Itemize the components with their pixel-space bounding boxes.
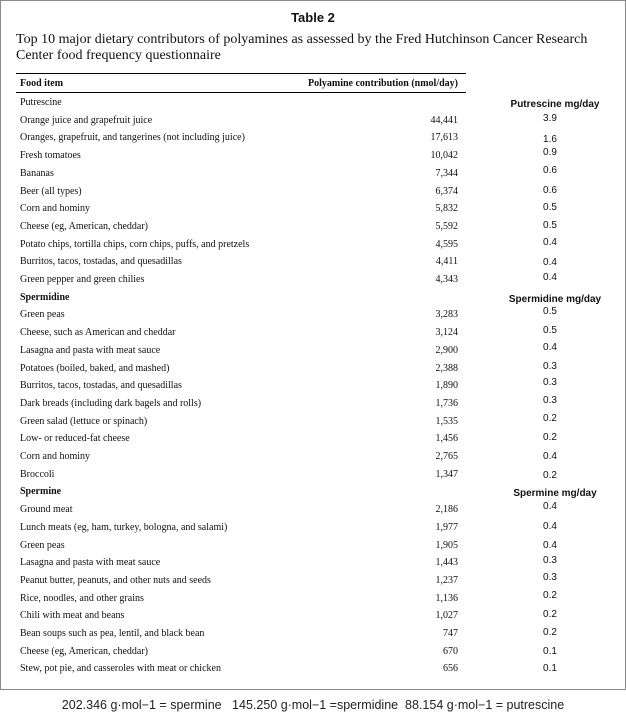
table-row bbox=[0, 412, 626, 432]
food-item-cell: Cheese, such as American and cheddar bbox=[20, 327, 176, 339]
molar-mass-footer: 202.346 g·mol−1 = spermine 145.250 g·mol−1 =spermidine 88.154 g·mol−1 = putrescine bbox=[61, 698, 565, 712]
mg-per-day-cell: 0.2 bbox=[543, 412, 557, 424]
contribution-cell: 4,343 bbox=[435, 274, 458, 285]
food-item-cell: Green salad (lettuce or spinach) bbox=[20, 415, 148, 427]
table-title: Table 2 bbox=[291, 10, 335, 25]
food-item-cell: Green peas bbox=[20, 539, 65, 551]
contribution-cell: 747 bbox=[443, 628, 458, 639]
mg-per-day-cell: 0.4 bbox=[543, 501, 557, 513]
contribution-cell: 7,344 bbox=[435, 167, 458, 179]
mg-per-day-cell: 0.4 bbox=[543, 539, 557, 551]
food-item-cell: Lunch meats (eg, ham, turkey, bologna, and salami) bbox=[20, 521, 228, 533]
mg-per-day-cell: 0.2 bbox=[543, 589, 557, 601]
food-item-cell: Bananas bbox=[20, 167, 54, 179]
section-label: Spermidine bbox=[20, 291, 70, 303]
mg-per-day-header: Spermidine mg/day bbox=[508, 293, 602, 305]
table-row bbox=[0, 238, 626, 255]
section-label: Putrescine bbox=[20, 97, 62, 108]
contribution-cell: 2,900 bbox=[435, 344, 458, 356]
table-row bbox=[0, 432, 626, 449]
contribution-cell: 5,832 bbox=[435, 203, 458, 215]
mg-per-day-cell: 0.5 bbox=[543, 202, 557, 214]
contribution-cell: 1,347 bbox=[435, 468, 458, 480]
food-item-cell: Orange juice and grapefruit juice bbox=[20, 114, 153, 126]
mg-per-day-cell: 0.3 bbox=[543, 571, 557, 583]
mg-per-day-cell: 0.5 bbox=[543, 219, 557, 231]
mg-per-day-cell: 0.2 bbox=[543, 469, 557, 481]
mg-per-day-cell: 0.4 bbox=[543, 272, 557, 283]
food-item-cell: Peanut butter, peanuts, and other nuts and seeds bbox=[20, 574, 211, 586]
food-item-cell: Beer (all types) bbox=[20, 185, 82, 197]
food-item-cell: Potatoes (boiled, baked, and mashed) bbox=[20, 362, 170, 374]
contribution-cell: 1,905 bbox=[435, 539, 458, 551]
contribution-cell: 1,027 bbox=[435, 610, 458, 622]
contribution-cell: 4,411 bbox=[435, 256, 458, 268]
mg-per-day-cell: 0.3 bbox=[543, 555, 557, 567]
mg-per-day-cell: 0.4 bbox=[543, 520, 557, 532]
table-row bbox=[0, 202, 626, 219]
mg-per-day-cell: 0.1 bbox=[543, 663, 557, 675]
column-header-contribution: Polyamine contribution (nmol/day) bbox=[307, 78, 458, 89]
contribution-cell: 4,595 bbox=[435, 238, 458, 250]
mg-per-day-cell: 0.3 bbox=[543, 394, 557, 406]
section-header-row bbox=[0, 96, 626, 113]
food-item-cell: Ground meat bbox=[20, 504, 73, 516]
mg-per-day-cell: 0.5 bbox=[543, 306, 557, 318]
table-row bbox=[0, 645, 626, 662]
food-item-cell: Lasagna and pasta with meat sauce bbox=[20, 557, 161, 569]
mg-per-day-cell: 1.6 bbox=[543, 134, 557, 146]
contribution-cell: 2,765 bbox=[435, 451, 458, 462]
contribution-cell: 1,443 bbox=[435, 557, 458, 569]
food-item-cell: Corn and hominy bbox=[20, 451, 90, 462]
mg-per-day-cell: 0.9 bbox=[543, 147, 557, 159]
mg-per-day-cell: 0.6 bbox=[543, 164, 557, 176]
food-item-cell: Dark breads (including dark bagels and rolls) bbox=[20, 397, 202, 409]
table-caption: Top 10 major dietary contributors of polyamines as assessed by the Fred Hutchinson Cancer Research Center food frequency questionnaire bbox=[16, 32, 588, 63]
table-row bbox=[0, 220, 626, 237]
mg-per-day-cell: 0.4 bbox=[543, 236, 557, 248]
header-rule-bottom bbox=[16, 92, 466, 93]
table-row bbox=[0, 609, 626, 626]
column-header-food: Food item bbox=[20, 78, 64, 89]
table-row bbox=[0, 627, 626, 644]
contribution-cell: 10,042 bbox=[430, 150, 458, 162]
contribution-cell: 1,136 bbox=[435, 592, 458, 604]
mg-per-day-cell: 0.4 bbox=[543, 451, 557, 462]
contribution-cell: 6,374 bbox=[435, 185, 458, 197]
food-item-cell: Green peas bbox=[20, 309, 65, 321]
table-row bbox=[0, 450, 626, 467]
food-item-cell: Broccoli bbox=[20, 468, 55, 480]
mg-per-day-cell: 0.1 bbox=[543, 645, 557, 657]
contribution-cell: 44,441 bbox=[430, 114, 458, 126]
contribution-cell: 656 bbox=[443, 663, 458, 675]
mg-per-day-cell: 0.5 bbox=[543, 325, 557, 337]
section-label: Spermine bbox=[20, 486, 62, 498]
table-row bbox=[0, 521, 626, 538]
food-item-cell: Corn and hominy bbox=[20, 203, 90, 215]
table-row bbox=[0, 164, 626, 184]
mg-per-day-cell: 0.4 bbox=[543, 257, 557, 269]
mg-per-day-cell: 0.2 bbox=[543, 432, 557, 444]
food-item-cell: Stew, pot pie, and casseroles with meat or chicken bbox=[20, 663, 221, 675]
food-item-cell: Cheese (eg, American, cheddar) bbox=[20, 645, 148, 657]
mg-per-day-cell: 3.9 bbox=[543, 112, 557, 124]
contribution-cell: 1,977 bbox=[435, 521, 458, 533]
food-item-cell: Fresh tomatoes bbox=[20, 150, 81, 162]
contribution-cell: 1,237 bbox=[435, 574, 458, 586]
table-row bbox=[0, 589, 626, 609]
table-row bbox=[0, 273, 626, 290]
contribution-cell: 3,124 bbox=[435, 327, 458, 339]
contribution-cell: 17,613 bbox=[430, 132, 458, 144]
food-item-cell: Potato chips, tortilla chips, corn chips, puffs, and pretzels bbox=[20, 238, 250, 250]
mg-per-day-header: Spermine mg/day bbox=[513, 488, 597, 500]
food-item-cell: Lasagna and pasta with meat sauce bbox=[20, 344, 161, 356]
mg-per-day-cell: 0.3 bbox=[543, 377, 557, 389]
table-row bbox=[0, 662, 626, 679]
mg-per-day-cell: 0.4 bbox=[543, 341, 557, 353]
contribution-cell: 670 bbox=[443, 645, 458, 657]
table-row bbox=[0, 308, 626, 325]
food-item-cell: Rice, noodles, and other grains bbox=[20, 592, 144, 604]
food-item-cell: Low- or reduced-fat cheese bbox=[20, 433, 130, 445]
table-row bbox=[0, 185, 626, 202]
mg-per-day-cell: 0.6 bbox=[543, 184, 557, 196]
contribution-cell: 2,186 bbox=[435, 504, 458, 516]
table-row bbox=[0, 539, 626, 556]
mg-per-day-cell: 0.2 bbox=[543, 627, 557, 638]
contribution-cell: 5,592 bbox=[435, 220, 458, 232]
food-item-cell: Cheese (eg, American, cheddar) bbox=[20, 220, 148, 232]
food-item-cell: Green pepper and green chilies bbox=[20, 274, 145, 285]
food-item-cell: Oranges, grapefruit, and tangerines (not including juice) bbox=[20, 132, 245, 144]
table-row bbox=[0, 503, 626, 520]
contribution-cell: 1,890 bbox=[435, 380, 458, 392]
mg-per-day-cell: 0.3 bbox=[543, 360, 557, 372]
contribution-cell: 2,388 bbox=[435, 362, 458, 374]
contribution-cell: 3,283 bbox=[435, 309, 458, 321]
food-item-cell: Burritos, tacos, tostadas, and quesadillas bbox=[20, 380, 182, 392]
food-item-cell: Bean soups such as pea, lentil, and black bean bbox=[20, 628, 205, 639]
header-rule-top bbox=[16, 73, 466, 74]
food-item-cell: Chili with meat and beans bbox=[20, 610, 125, 622]
table-row bbox=[0, 255, 626, 272]
contribution-cell: 1,456 bbox=[435, 433, 458, 445]
contribution-cell: 1,736 bbox=[435, 397, 458, 409]
table-row bbox=[0, 468, 626, 485]
table-row bbox=[0, 114, 626, 131]
mg-per-day-header: Putrescine mg/day bbox=[510, 99, 600, 110]
contribution-cell: 1,535 bbox=[435, 415, 458, 427]
mg-per-day-cell: 0.2 bbox=[543, 609, 557, 621]
food-item-cell: Burritos, tacos, tostadas, and quesadillas bbox=[20, 256, 182, 268]
table-row bbox=[0, 341, 626, 361]
